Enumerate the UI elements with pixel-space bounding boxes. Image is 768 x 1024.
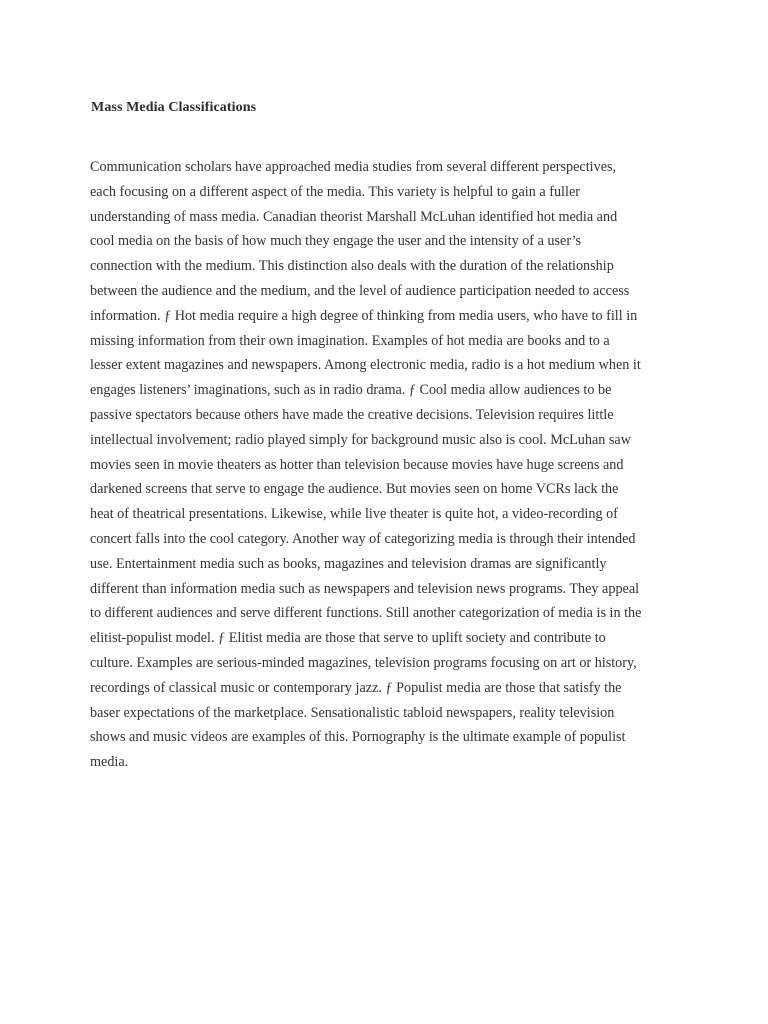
body-line: information. ƒ Hot media require a high degree of thinking from media users, who have to fill in [90, 307, 638, 324]
body-line: movies seen in movie theaters as hotter than television because movies have huge screens and [90, 456, 624, 473]
body-line: connection with the medium. This distinction also deals with the duration of the relationship [90, 258, 614, 275]
body-line: use. Entertainment media such as books, magazines and television dramas are significantly [90, 555, 607, 572]
body-line: baser expectations of the marketplace. Sensationalistic tabloid newspapers, reality television [90, 704, 615, 721]
document-body [90, 155, 710, 775]
body-line: concert falls into the cool category. Another way of categorizing media is through their intended [90, 530, 636, 547]
body-line: Communication scholars have approached media studies from several different perspectives, [90, 159, 617, 175]
body-line: lesser extent magazines and newspapers. Among electronic media, radio is a hot medium when it [90, 357, 641, 374]
body-line: elitist-populist model. ƒ Elitist media are those that serve to uplift society and contribute to [90, 630, 606, 647]
body-line: between the audience and the medium, and the level of audience participation needed to access [90, 282, 630, 299]
body-line: each focusing on a different aspect of the media. This variety is helpful to gain a fuller [90, 183, 580, 200]
body-line: intellectual involvement; radio played simply for background music also is cool. McLuhan saw [90, 431, 631, 448]
document-title: Mass Media Classifications [91, 100, 257, 115]
body-line: media. [90, 754, 129, 771]
body-line: cool media on the basis of how much they engage the user and the intensity of a user’s [90, 233, 582, 250]
body-line: darkened screens that serve to engage the audience. But movies seen on home VCRs lack the [90, 481, 619, 498]
body-line: shows and music videos are examples of this. Pornography is the ultimate example of populist [90, 729, 626, 746]
body-line: missing information from their own imagination. Examples of hot media are books and to a [90, 332, 610, 349]
body-line: to different audiences and serve different functions. Still another categorization of media is in the [90, 605, 642, 622]
body-line: different than information media such as newspapers and television news programs. They appeal [90, 580, 640, 597]
body-line: understanding of mass media. Canadian theorist Marshall McLuhan identified hot media and [90, 208, 618, 225]
body-line: passive spectators because others have made the creative decisions. Television requires little [90, 406, 614, 423]
body-line: culture. Examples are serious-minded magazines, television programs focusing on art or history, [90, 654, 637, 671]
body-line: engages listeners’ imaginations, such as in radio drama. ƒ Cool media allow audiences to be [90, 382, 612, 399]
body-line: heat of theatrical presentations. Likewise, while live theater is quite hot, a video-recording of [90, 506, 618, 523]
body-line: recordings of classical music or contemporary jazz. ƒ Populist media are those that satisfy the [90, 679, 622, 696]
